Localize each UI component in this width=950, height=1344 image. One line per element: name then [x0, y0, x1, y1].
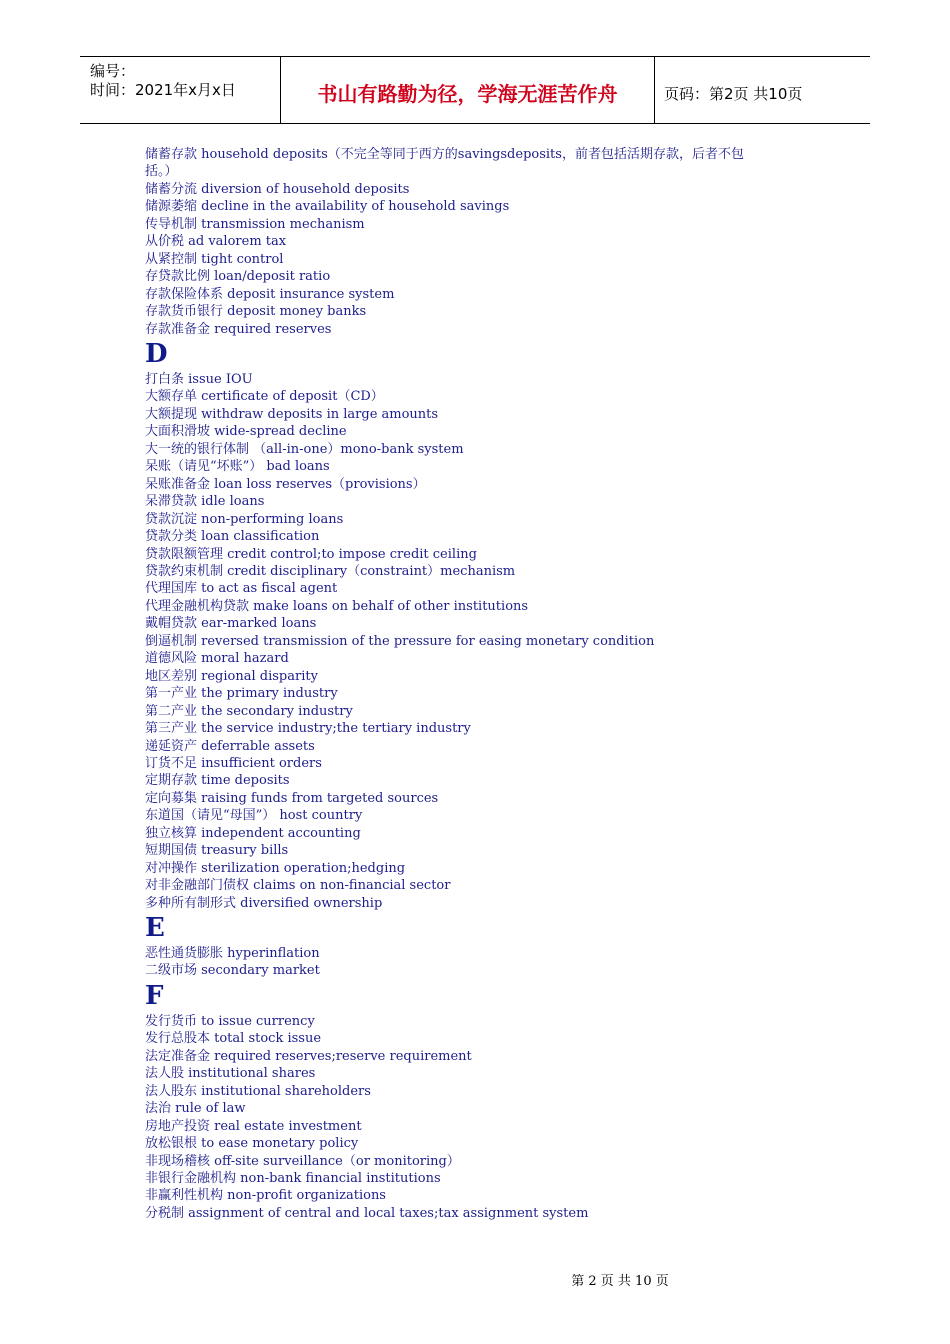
glossary-entry: 从价税 ad valorem tax	[145, 234, 287, 250]
glossary-entry: 分税制 assignment of central and local taxes;tax assignment system	[145, 1205, 589, 1221]
glossary-entry: 东道国（请见“母国”） host country	[145, 808, 363, 824]
glossary-entry: 法人股东 institutional shareholders	[145, 1083, 371, 1099]
glossary-entry: 储源萎缩 decline in the availability of household savings	[145, 199, 510, 215]
glossary-entry: 代理国库 to act as fiscal agent	[145, 581, 338, 597]
glossary-entry: 大面积滑坡 wide-spread decline	[145, 424, 347, 440]
document-number-label: 编号：	[90, 62, 136, 80]
glossary-entry: 第一产业 the primary industry	[145, 686, 338, 702]
glossary-entry: 发行货币 to issue currency	[145, 1013, 315, 1029]
glossary-entry: 对非金融部门债权 claims on non-financial sector	[145, 878, 451, 894]
page-header	[80, 56, 870, 124]
glossary-entry: 法人股 institutional shares	[145, 1066, 316, 1082]
glossary-entry: 定期存款 time deposits	[145, 773, 290, 789]
glossary-entry: 代理金融机构贷款 make loans on behalf of other institutions	[145, 598, 529, 614]
glossary-entry: 订货不足 insufficient orders	[145, 755, 322, 771]
glossary-entry: 传导机制 transmission mechanism	[145, 216, 365, 232]
glossary-entry: 短期国债 treasury bills	[145, 843, 289, 859]
glossary-entry: 大一统的银行体制 （all-in-one）mono-bank system	[145, 441, 464, 457]
glossary-entry: 打白条 issue IOU	[145, 371, 253, 387]
glossary-entry: 第三产业 the service industry;the tertiary industry	[145, 721, 471, 737]
section-letter-heading: F	[145, 980, 164, 1011]
header-info-cell	[80, 57, 281, 123]
glossary-body	[145, 146, 775, 1222]
glossary-entry: 多种所有制形式 diversified ownership	[145, 895, 383, 911]
glossary-entry: 存款准备金 required reserves	[145, 321, 332, 337]
glossary-entry: 对冲操作 sterilization operation;hedging	[145, 860, 406, 876]
glossary-entry: 大额存单 certificate of deposit（CD）	[145, 389, 384, 405]
glossary-entry: 从紧控制 tight control	[145, 251, 284, 267]
glossary-entry: 贷款沉淀 non-performing loans	[145, 511, 344, 527]
section-letter-heading: E	[145, 913, 165, 944]
glossary-entry: 呆账准备金 loan loss reserves（provisions）	[145, 476, 426, 492]
glossary-entry: 道德风险 moral hazard	[145, 651, 289, 667]
glossary-entry: 贷款约束机制 credit disciplinary（constraint）mechanism	[145, 563, 516, 579]
header-page-number: 页码：第2页 共10页	[664, 85, 803, 103]
glossary-entry: 房地产投资 real estate investment	[145, 1118, 362, 1134]
glossary-entry: 法治 rule of law	[145, 1101, 246, 1117]
glossary-entry: 法定准备金 required reserves;reserve requirement	[145, 1048, 472, 1064]
glossary-entry: 独立核算 independent accounting	[145, 825, 361, 841]
header-motto-cell	[281, 57, 655, 123]
document-time-label: 时间：2021年x月x日	[90, 81, 236, 99]
header-page-cell	[655, 57, 870, 123]
glossary-entry: 第二产业 the secondary industry	[145, 703, 353, 719]
glossary-entry: 存款保险体系 deposit insurance system	[145, 286, 395, 302]
glossary-entry: 储蓄存款 household deposits（不完全等同于西方的savingsdeposits，前者包括活期存款，后者不包括。）	[145, 147, 744, 180]
glossary-entry: 定向募集 raising funds from targeted sources	[145, 790, 439, 806]
glossary-entry: 存贷款比例 loan/deposit ratio	[145, 269, 331, 285]
glossary-entry: 非现场稽核 off-site surveillance（or monitoring）	[145, 1153, 460, 1169]
glossary-entry: 放松银根 to ease monetary policy	[145, 1136, 359, 1152]
glossary-entry: 贷款分类 loan classification	[145, 529, 320, 545]
glossary-entry: 存款货币银行 deposit money banks	[145, 304, 367, 320]
glossary-entry: 二级市场 secondary market	[145, 963, 320, 979]
glossary-entry: 大额提现 withdraw deposits in large amounts	[145, 406, 439, 422]
glossary-entry: 储蓄分流 diversion of household deposits	[145, 181, 410, 197]
header-motto: 书山有路勤为径，学海无涯苦作舟	[317, 82, 618, 106]
glossary-entry: 非赢利性机构 non-profit organizations	[145, 1188, 386, 1204]
glossary-entry: 发行总股本 total stock issue	[145, 1031, 322, 1047]
glossary-entry: 倒逼机制 reversed transmission of the pressure for easing monetary condition	[145, 633, 655, 649]
glossary-entry: 地区差别 regional disparity	[145, 668, 318, 684]
glossary-entry: 贷款限额管理 credit control;to impose credit ceiling	[145, 546, 477, 562]
glossary-entry: 呆账（请见“坏账”） bad loans	[145, 459, 330, 475]
glossary-entry: 呆滞贷款 idle loans	[145, 494, 265, 510]
glossary-entry: 非银行金融机构 non-bank financial institutions	[145, 1171, 441, 1187]
page-footer: 第 2 页 共 10 页	[571, 1274, 669, 1289]
glossary-entry: 递延资产 deferrable assets	[145, 738, 315, 754]
glossary-entry: 戴帽贷款 ear-marked loans	[145, 616, 317, 632]
glossary-entry: 恶性通货膨胀 hyperinflation	[145, 946, 320, 962]
section-letter-heading: D	[145, 338, 168, 369]
